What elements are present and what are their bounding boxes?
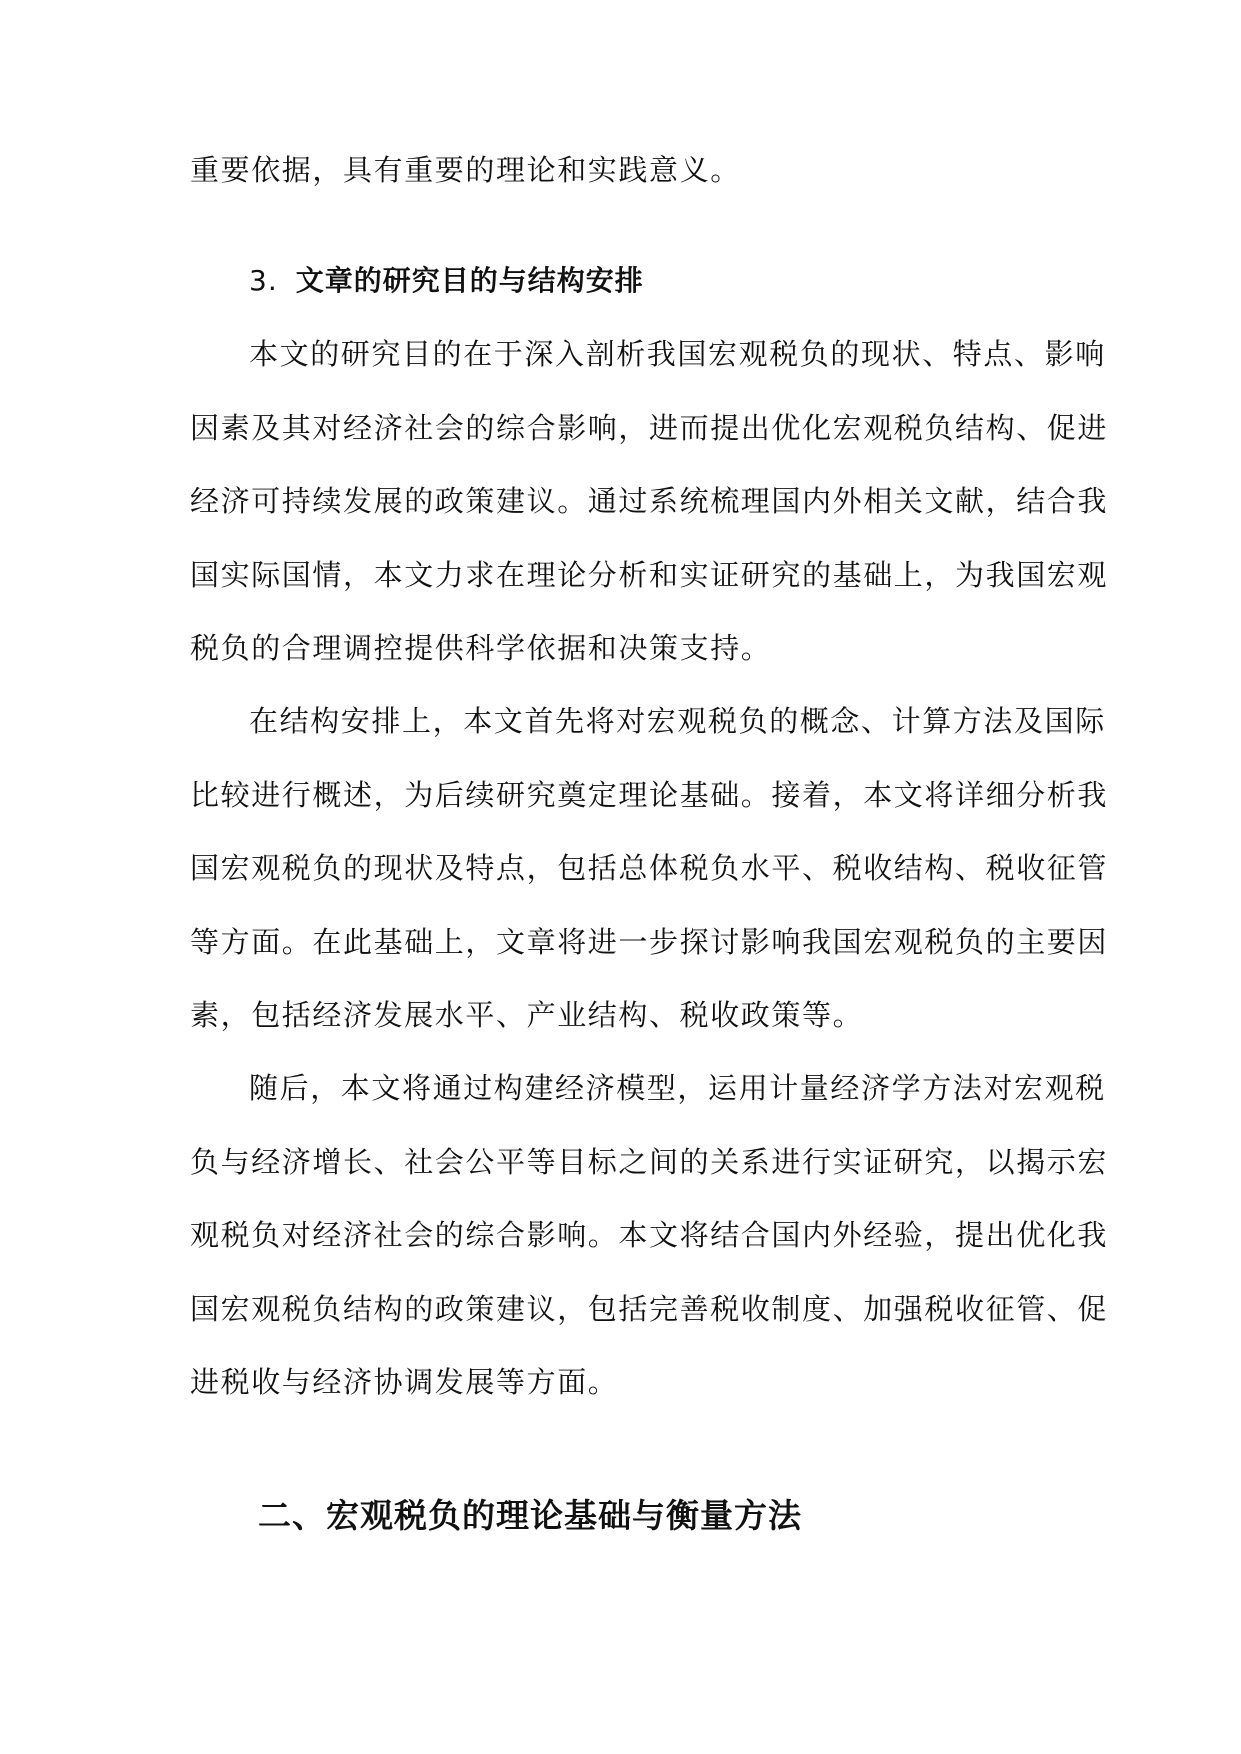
- text-line: 观税负对经济社会的综合影响。本文将结合国内外经验，提出优化我: [190, 1218, 1109, 1252]
- text-line: 等方面。在此基础上，文章将进一步探讨影响我国宏观税负的主要因: [190, 925, 1109, 959]
- text-line: 负与经济增长、社会公平等目标之间的关系进行实证研究，以揭示宏: [190, 1145, 1109, 1179]
- text-line: 国宏观税负结构的政策建议，包括完善税收制度、加强税收征管、促: [190, 1292, 1109, 1326]
- section-title: 文章的研究目的与结构安排: [295, 264, 644, 297]
- text-line: 国宏观税负的现状及特点，包括总体税负水平、税收结构、税收征管: [190, 851, 1109, 885]
- text-line: 在结构安排上，本文首先将对宏观税负的概念、计算方法及国际: [249, 704, 1106, 738]
- chapter-heading: 二、宏观税负的理论基础与衡量方法: [258, 1496, 802, 1535]
- section-number: 3.: [249, 264, 278, 297]
- text-line: 国实际国情，本文力求在理论分析和实证研究的基础上，为我国宏观: [190, 558, 1109, 592]
- text-line: 重要依据，具有重要的理论和实践意义。: [190, 153, 741, 187]
- text-line: 比较进行概述，为后续研究奠定理论基础。接着，本文将详细分析我: [190, 778, 1109, 812]
- text-line: 随后，本文将通过构建经济模型，运用计量经济学方法对宏观税: [249, 1071, 1106, 1105]
- text-line: 进税收与经济协调发展等方面。: [190, 1365, 619, 1399]
- text-line: 经济可持续发展的政策建议。通过系统梳理国内外相关文献，结合我: [190, 484, 1109, 518]
- text-line: 素，包括经济发展水平、产业结构、税收政策等。: [190, 998, 864, 1032]
- section-heading: [249, 261, 644, 301]
- text-line: 因素及其对经济社会的综合影响，进而提出优化宏观税负结构、促进: [190, 411, 1109, 445]
- text-line: 本文的研究目的在于深入剖析我国宏观税负的现状、特点、影响: [249, 337, 1106, 371]
- text-line: 税负的合理调控提供科学依据和决策支持。: [190, 631, 772, 665]
